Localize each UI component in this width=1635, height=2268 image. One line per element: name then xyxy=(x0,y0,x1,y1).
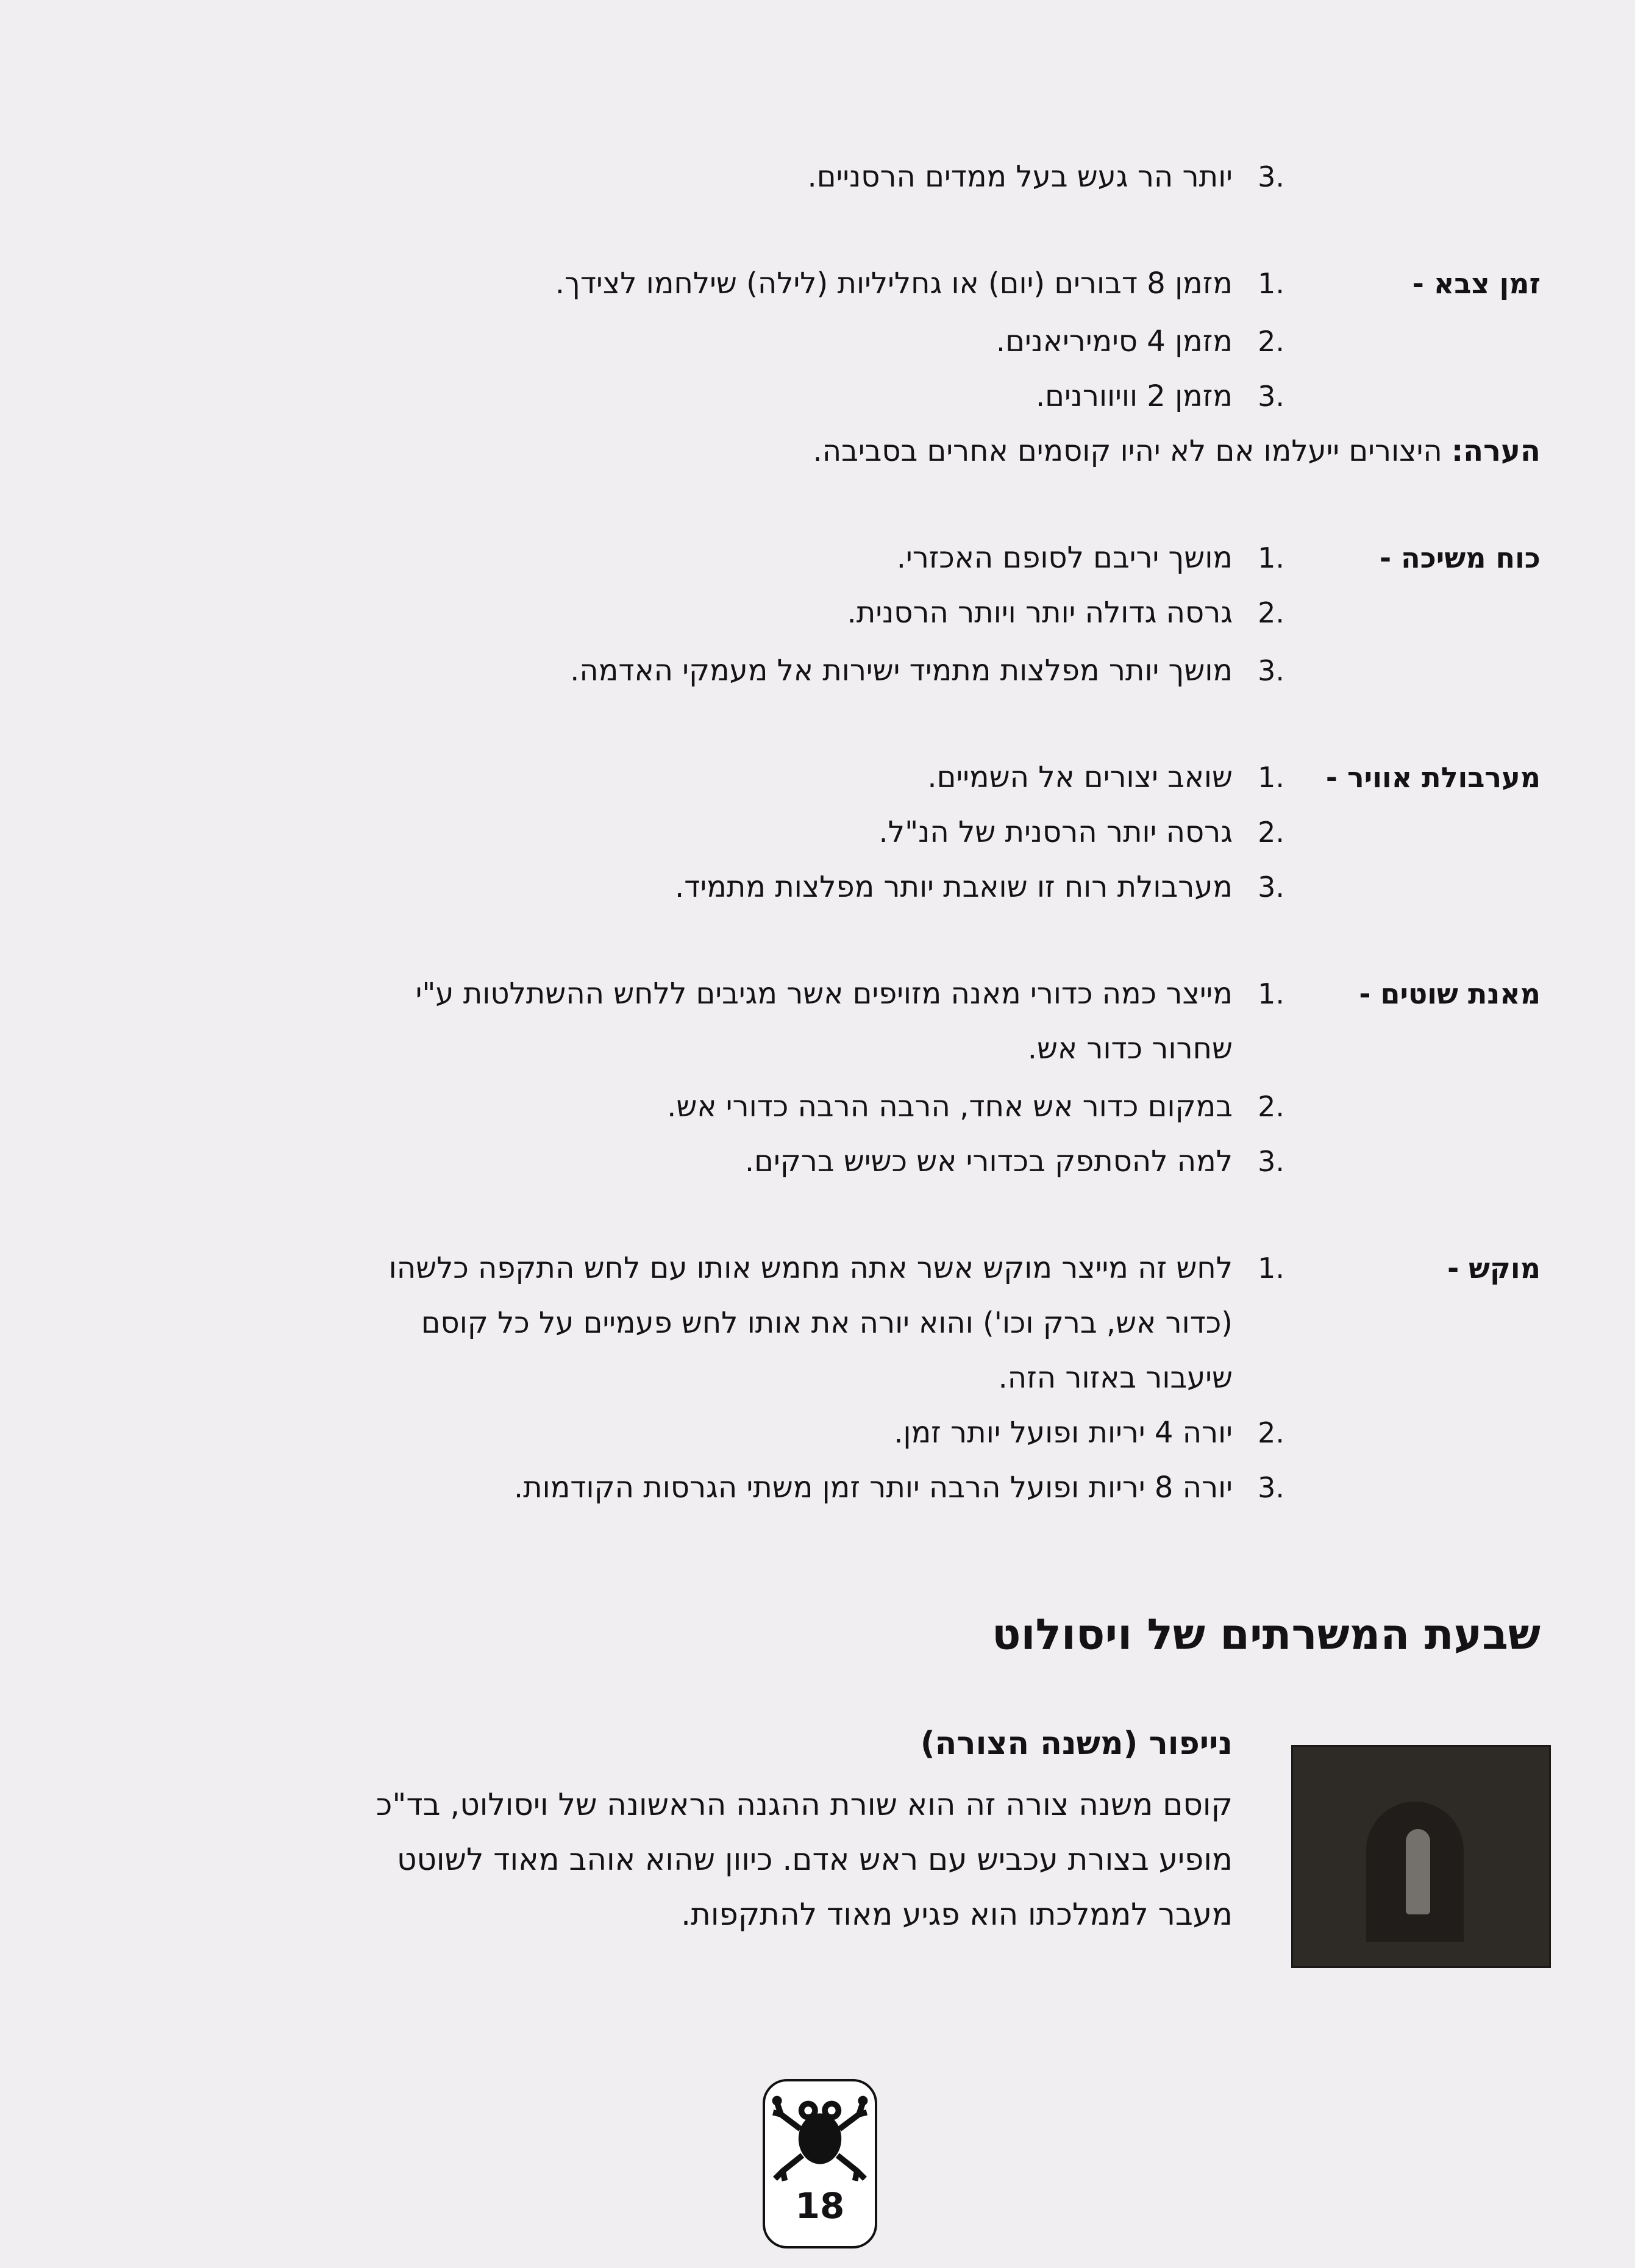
item-text-continued: שחרור כדור אש. xyxy=(1027,1032,1233,1066)
item-text: מערבולת רוח זו שואבת יותר מפלצות מתמיד. xyxy=(675,870,1233,904)
item-text: במקום כדור אש אחד, הרבה הרבה כדורי אש. xyxy=(667,1089,1233,1124)
item-text: מזמן 8 דבורים (יום) או גחליליות (לילה) שילחמו לצידך. xyxy=(555,266,1233,301)
item-number: 1. xyxy=(1258,267,1284,300)
page-number: 18 xyxy=(795,2185,845,2227)
item-text: לחש זה מייצר מוקש אשר אתה מחמש אותו עם לחש התקפה כלשהו xyxy=(388,1251,1233,1285)
spell-name: מערבולת אוויר - xyxy=(1325,761,1541,794)
character-subtitle: נייפור (משנה הצורה) xyxy=(920,1725,1233,1762)
item-text-continued: שיעבור באזור הזה. xyxy=(998,1361,1233,1395)
note xyxy=(813,421,1541,482)
item-text: למה להסתפק בכדורי אש כשיש ברקים. xyxy=(744,1144,1233,1179)
item-text: שואב יצורים אל השמיים. xyxy=(927,760,1233,794)
paragraph-line: מופיע בצורת עכביש עם ראש אדם. כיוון שהוא אוהב מאוד לשוטט xyxy=(397,1842,1233,1877)
item-text: יורה 8 יריות ופועל הרבה יותר זמן משתי הגרסות הקודמות. xyxy=(513,1471,1233,1505)
item-number: 3. xyxy=(1258,380,1284,413)
item-number: 3. xyxy=(1258,1145,1284,1178)
item-number: 1. xyxy=(1258,761,1284,794)
item-text: מייצר כמה כדורי מאנה מזויפים אשר מגיבים ללחש ההשתלטות ע"י xyxy=(415,977,1233,1011)
item-number: 3. xyxy=(1258,1471,1284,1504)
item-text: גרסה יותר הרסנית של הנ"ל. xyxy=(878,815,1233,849)
paragraph-line: מעבר לממלכתו הוא פגיע מאוד להתקפות. xyxy=(681,1897,1233,1932)
item-text: מושך יריבם לסופם האכזרי. xyxy=(896,541,1233,575)
item-text: יורה 4 יריות ופועל יותר זמן. xyxy=(894,1416,1233,1450)
note-label: הערה: xyxy=(1451,434,1541,468)
section-title: שבעת המשרתים של ויסולוט xyxy=(991,1610,1541,1660)
spell-name: מוקש - xyxy=(1447,1252,1541,1285)
item-number: 3. xyxy=(1258,654,1284,687)
spell-name: זמן צבא - xyxy=(1412,267,1541,300)
item-number: 1. xyxy=(1258,977,1284,1010)
page-number-badge xyxy=(763,2079,877,2248)
spell-name: כוח משיכה - xyxy=(1380,541,1541,574)
item-number: 2. xyxy=(1258,816,1284,849)
list-item xyxy=(0,146,1635,207)
item-number: 3. xyxy=(1258,160,1284,193)
item-text: גרסה גדולה יותר ויותר הרסנית. xyxy=(847,596,1233,630)
item-number: 2. xyxy=(1258,596,1284,629)
item-text-continued: (כדור אש, ברק וכו') והוא יורה את אותו לחש פעמיים על כל קוסם xyxy=(421,1306,1233,1340)
item-number: 1. xyxy=(1258,1252,1284,1285)
item-text: מזמן 4 סימיריאנים. xyxy=(996,324,1233,358)
item-text: יותר הר געש בעל ממדים הרסניים. xyxy=(807,160,1233,194)
item-number: 3. xyxy=(1258,871,1284,904)
item-number: 2. xyxy=(1258,325,1284,358)
character-image xyxy=(1291,1745,1551,1968)
frog-icon xyxy=(771,2085,869,2183)
item-number: 2. xyxy=(1258,1090,1284,1123)
figure-shape xyxy=(1406,1829,1430,1914)
note-text: היצורים ייעלמו אם לא יהיו קוסמים אחרים בסביבה. xyxy=(813,434,1442,468)
item-text: מושך יותר מפלצות מתמיד ישירות אל מעמקי האדמה. xyxy=(570,654,1233,688)
item-text: מזמן 2 וויוורנים. xyxy=(1035,379,1233,413)
spell-name: מאנת שוטים - xyxy=(1359,977,1541,1010)
item-number: 2. xyxy=(1258,1416,1284,1449)
item-number: 1. xyxy=(1258,541,1284,574)
paragraph-line: קוסם משנה צורה זה הוא שורת ההגנה הראשונה של ויסולוט, בד"כ xyxy=(376,1787,1233,1822)
